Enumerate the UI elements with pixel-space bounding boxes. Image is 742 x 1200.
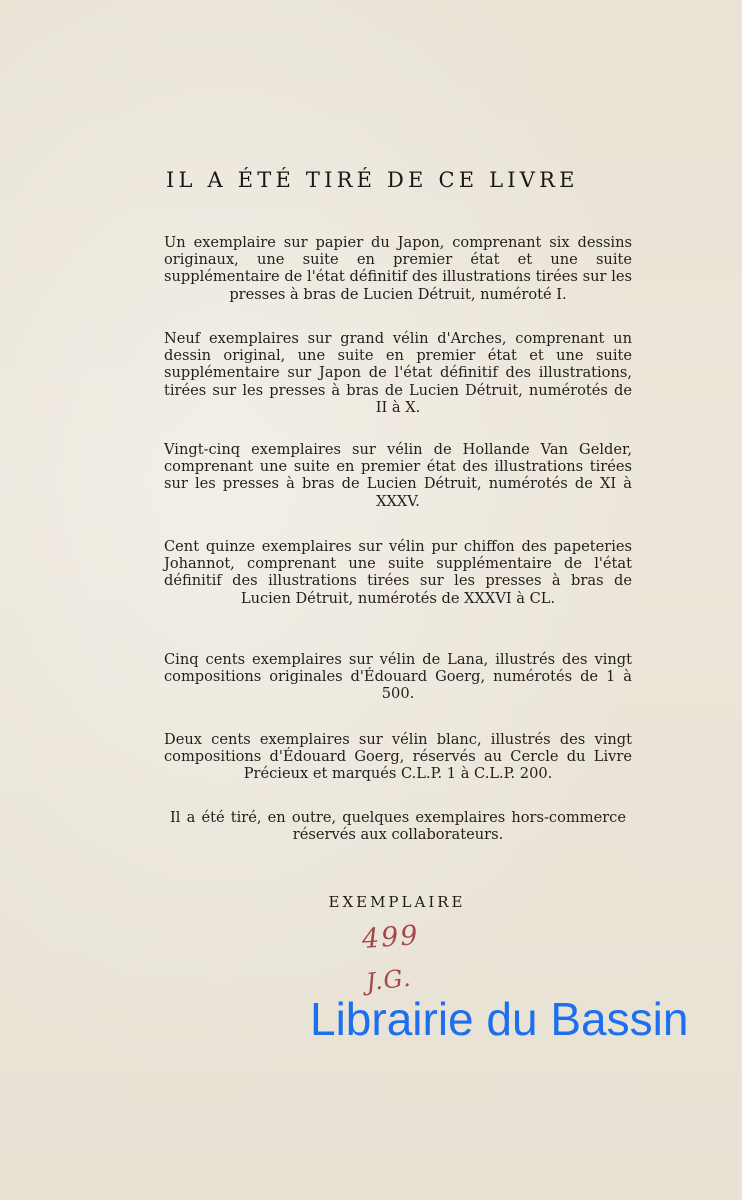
edition-paragraph-lana: Cinq cents exemplaires sur vélin de Lana, illustrés des vingt compositions originales d'Édouard Goerg, numérotés de 1 à 500. bbox=[164, 651, 632, 703]
edition-paragraph-velin-blanc: Deux cents exemplaires sur vélin blanc, illustrés des vingt compositions d'Édouard Goerg, réservés au Cercle du Livre Précieux et marqués C.L.P. 1 à C.L.P. 200. bbox=[164, 731, 632, 783]
watermark-text: Librairie du Bassin bbox=[310, 993, 689, 1045]
page-heading: IL A ÉTÉ TIRÉ DE CE LIVRE bbox=[166, 168, 579, 192]
edition-paragraph-hollande: Vingt-cinq exemplaires sur vélin de Hollande Van Gelder, comprenant une suite en premier état des illustrations tirées sur les presses à bras de Lucien Détruit, numérotés de XI à XXXV. bbox=[164, 441, 632, 510]
edition-paragraph-hors-commerce: Il a été tiré, en outre, quelques exemplaires hors-commerce réservés aux collaborateurs. bbox=[170, 809, 626, 844]
exemplaire-label: EXEMPLAIRE bbox=[328, 893, 466, 911]
edition-paragraph-arches: Neuf exemplaires sur grand vélin d'Arches, comprenant un dessin original, une suite en premier état et une suite supplémentaire sur Japon de l'état définitif des illustrations, tirées sur les presses à bras de Lucien Détruit, numérotés de II à X. bbox=[164, 330, 632, 416]
edition-paragraph-japon: Un exemplaire sur papier du Japon, comprenant six dessins originaux, une suite en premier état et une suite supplémentaire de l'état définitif des illustrations tirées sur les presses à bras de Lucien Détruit, numéroté I. bbox=[164, 234, 632, 303]
handwritten-copy-number: 499 bbox=[360, 920, 421, 955]
handwritten-initials: J.G. bbox=[364, 963, 413, 997]
edition-paragraph-johannot: Cent quinze exemplaires sur vélin pur chiffon des papeteries Johannot, comprenant une suite supplémentaire de l'état définitif des illustrations tirées sur les presses à bras de Lucien Détruit, numérotés de XXXVI à CL. bbox=[164, 538, 632, 607]
